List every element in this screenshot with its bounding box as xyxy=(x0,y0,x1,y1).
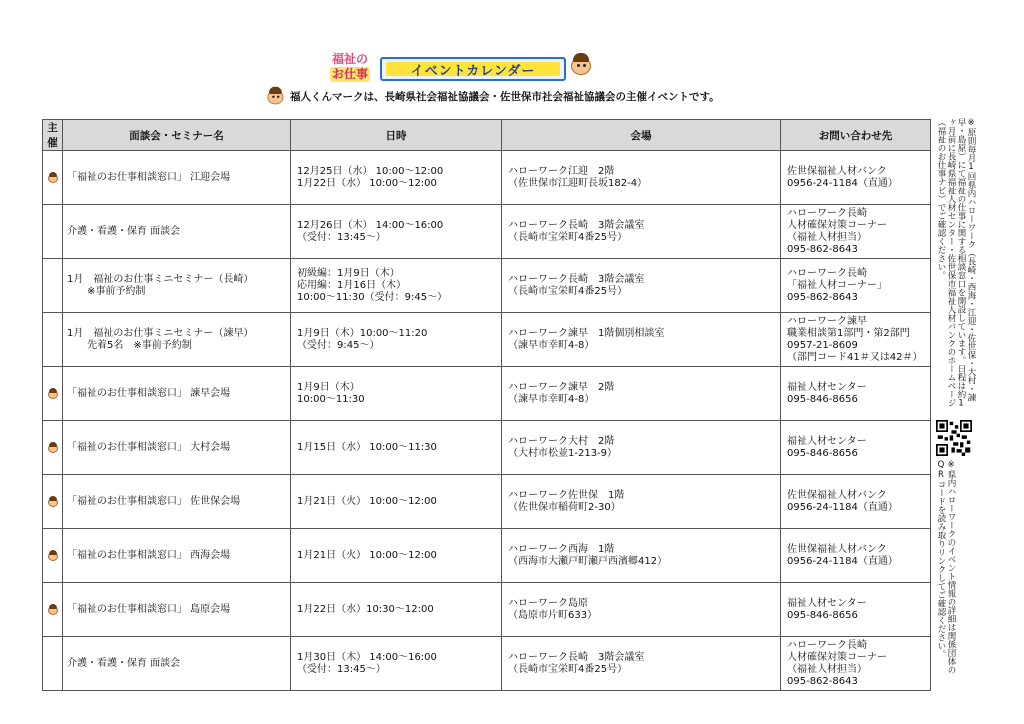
row-organizer-cell xyxy=(43,637,63,691)
row-organizer-cell xyxy=(43,421,63,475)
row-venue-cell: ハローワーク大村 2階 （大村市松並1-213-9） xyxy=(502,421,781,475)
fukujin-mark-icon xyxy=(46,603,60,616)
row-organizer-cell xyxy=(43,529,63,583)
organizer-note: 福人くんマークは、長崎県社会福祉協議会・佐世保市社会福祉協議会の主催イベントです。 xyxy=(290,91,720,103)
table-header-row xyxy=(43,120,931,151)
row-organizer-cell xyxy=(43,583,63,637)
table-row xyxy=(43,205,931,259)
row-contact-cell: 佐世保福祉人材バンク 0956-24-1184（直通） xyxy=(781,475,931,529)
event-table xyxy=(42,119,931,691)
row-name-cell: 介護・看護・保育 面談会 xyxy=(63,637,291,691)
row-organizer-cell xyxy=(43,259,63,313)
header-name: 面談会・セミナー名 xyxy=(63,120,291,151)
row-date-cell: 1月9日（木）10:00～11:20 （受付：9:45～） xyxy=(291,313,502,367)
table-row xyxy=(43,637,931,691)
row-contact-cell: ハローワーク諫早 職業相談第1部門・第2部門 0957-21-8609 （部門コード41＃又は42＃） xyxy=(781,313,931,367)
row-name-cell: 「福祉のお仕事相談窓口」 佐世保会場 xyxy=(63,475,291,529)
row-contact-cell: 福祉人材センター 095-846-8656 xyxy=(781,421,931,475)
title-banner xyxy=(380,57,566,81)
side-note-bottom: ※県内ハローワークのイベント情報の詳細は関係団体のQRコードを読み取りリンクしてご確認ください。 xyxy=(936,460,956,674)
row-name-cell: 「福祉のお仕事相談窓口」 西海会場 xyxy=(63,529,291,583)
row-venue-cell: ハローワーク江迎 2階 （佐世保市江迎町長坂182-4） xyxy=(502,151,781,205)
row-organizer-cell xyxy=(43,475,63,529)
logo-line1: 福祉の xyxy=(331,52,368,66)
row-contact-cell: ハローワーク長崎 人材確保対策コーナー （福祉人材担当） 095-862-8643 xyxy=(781,637,931,691)
row-organizer-cell xyxy=(43,151,63,205)
fukushi-oshigoto-logo xyxy=(330,52,370,84)
row-venue-cell: ハローワーク長崎 3階会議室 （長崎市宝栄町4番25号） xyxy=(502,259,781,313)
page-header xyxy=(0,0,1024,118)
row-organizer-cell xyxy=(43,205,63,259)
row-date-cell: 1月15日（水） 10:00～11:30 xyxy=(291,421,502,475)
header-contact: お問い合わせ先 xyxy=(781,120,931,151)
fukujin-mark-icon xyxy=(46,549,60,562)
row-date-cell: 1月21日（火） 10:00～12:00 xyxy=(291,529,502,583)
row-name-cell: 「福祉のお仕事相談窓口」 島原会場 xyxy=(63,583,291,637)
row-venue-cell: ハローワーク西海 1階 （西海市大瀬戸町瀬戸西濱郷412） xyxy=(502,529,781,583)
row-name-cell: 介護・看護・保育 面談会 xyxy=(63,205,291,259)
header-date: 日時 xyxy=(291,120,502,151)
row-organizer-cell xyxy=(43,313,63,367)
row-contact-cell: 佐世保福祉人材バンク 0956-24-1184（直通） xyxy=(781,529,931,583)
table-row xyxy=(43,313,931,367)
row-name-cell: 1月 福祉のお仕事ミニセミナー（諫早） 先着5名 ※事前予約制 xyxy=(63,313,291,367)
table-row xyxy=(43,151,931,205)
header-venue: 会場 xyxy=(502,120,781,151)
qr-code-icon[interactable] xyxy=(936,420,972,456)
row-venue-cell: ハローワーク長崎 3階会議室 （長崎市宝栄町4番25号） xyxy=(502,637,781,691)
event-rows xyxy=(43,151,931,691)
row-date-cell: 12月26日（木） 14:00～16:00 （受付：13:45～） xyxy=(291,205,502,259)
row-date-cell: 1月30日（木） 14:00～16:00 （受付：13:45～） xyxy=(291,637,502,691)
fukujin-mark-icon xyxy=(46,495,60,508)
row-name-cell: 「福祉のお仕事相談窓口」 大村会場 xyxy=(63,421,291,475)
table-row xyxy=(43,529,931,583)
row-contact-cell: ハローワーク長崎 人材確保対策コーナー （福祉人材担当） 095-862-8643 xyxy=(781,205,931,259)
row-date-cell: 12月25日（水） 10:00～12:00 1月22日（水） 10:00～12:00 xyxy=(291,151,502,205)
fukujin-mark-icon xyxy=(46,441,60,454)
row-contact-cell: 福祉人材センター 095-846-8656 xyxy=(781,583,931,637)
row-venue-cell: ハローワーク諫早 1階個別相談室 （諫早市幸町4-8） xyxy=(502,313,781,367)
banner-title: イベントカレンダー xyxy=(386,62,560,76)
fukujin-mark-icon xyxy=(46,387,60,400)
row-venue-cell: ハローワーク島原 （島原市片町633） xyxy=(502,583,781,637)
side-note-top: ※原則毎月1回県内ハローワーク（長崎・西海・江迎・佐世保・大村・諫早・島原）にて福祉の仕事に関する相談窓口を開設しています。日程は約1ヶ月前に長崎県福祉人材センター・佐世保市福祉人材バンクのホームページ（福祉のお仕事ナビ）でご確認ください。 xyxy=(936,118,976,409)
row-name-cell: 1月 福祉のお仕事ミニセミナー（長崎） ※事前予約制 xyxy=(63,259,291,313)
row-date-cell: 1月9日（木） 10:00～11:30 xyxy=(291,367,502,421)
header-org: 主催 xyxy=(43,120,63,151)
row-organizer-cell xyxy=(43,367,63,421)
table-row xyxy=(43,367,931,421)
row-contact-cell: 佐世保福祉人材バンク 0956-24-1184（直通） xyxy=(781,151,931,205)
fukujin-mark-icon xyxy=(46,171,60,184)
row-contact-cell: 福祉人材センター 095-846-8656 xyxy=(781,367,931,421)
row-venue-cell: ハローワーク諫早 2階 （諫早市幸町4-8） xyxy=(502,367,781,421)
logo-line2: お仕事 xyxy=(331,67,368,81)
row-date-cell: 1月22日（水）10:30～12:00 xyxy=(291,583,502,637)
table-row xyxy=(43,475,931,529)
table-row xyxy=(43,421,931,475)
fukujin-mascot-icon xyxy=(568,52,594,78)
row-contact-cell: ハローワーク長崎 「福祉人材コーナー」 095-862-8643 xyxy=(781,259,931,313)
table-row xyxy=(43,259,931,313)
row-date-cell: 1月21日（火） 10:00～12:00 xyxy=(291,475,502,529)
row-name-cell: 「福祉のお仕事相談窓口」 江迎会場 xyxy=(63,151,291,205)
row-date-cell: 初級編：1月9日（木） 応用編：1月16日（木） 10:00～11:30（受付：9:45～） xyxy=(291,259,502,313)
row-name-cell: 「福祉のお仕事相談窓口」 諫早会場 xyxy=(63,367,291,421)
row-venue-cell: ハローワーク長崎 3階会議室 （長崎市宝栄町4番25号） xyxy=(502,205,781,259)
table-row xyxy=(43,583,931,637)
row-venue-cell: ハローワーク佐世保 1階 （佐世保市稲荷町2-30） xyxy=(502,475,781,529)
fukujin-mark-icon xyxy=(265,86,281,102)
